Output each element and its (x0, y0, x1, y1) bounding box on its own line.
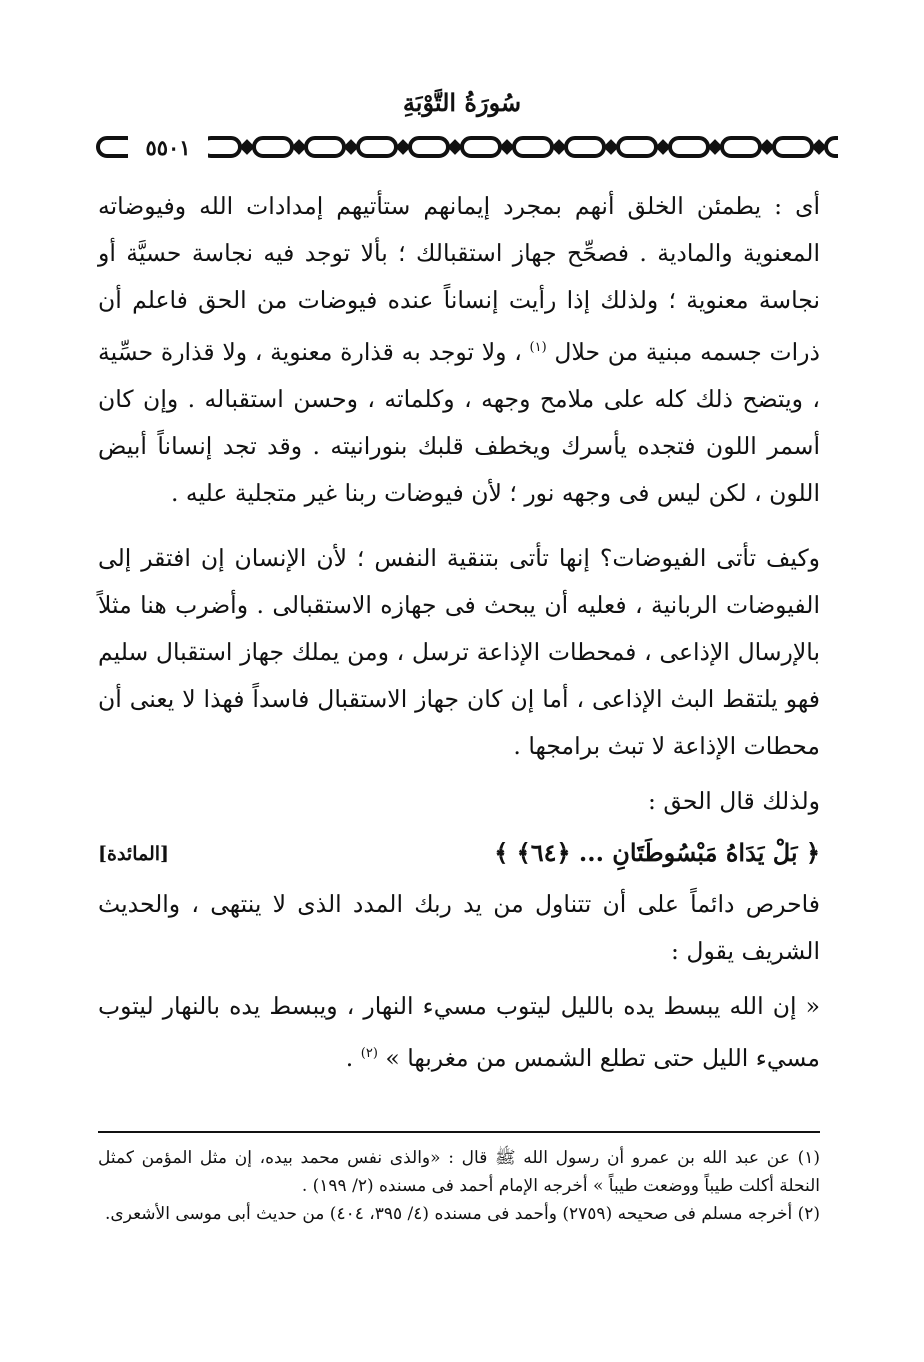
chain-diamond (554, 142, 564, 152)
chain-link (410, 138, 448, 156)
paragraph-2: وكيف تأتى الفيوضات؟ إنها تأتى بتنقية النفس ؛ لأن الإنسان إن افتقر إلى الفيوضات الربانية ، فعليه أن يبحث فى جهازه الاستقبالى . وأضرب هنا مثلاً بالإرسال الإذاعى ، فمحطات الإذاعة ترسل ، ومن يملك جهاز استقبال سليم فهو يلتقط البث الإذاعى ، أما إن كان جهاز الاستقبال فاسداً فهذا لا يعنى أن محطات الإذاعة لا تبث برامجها . (98, 543, 820, 760)
quran-quote (98, 829, 820, 881)
chain-diamond (346, 142, 356, 152)
chain-diamond (294, 142, 304, 152)
footnote-divider (98, 1131, 820, 1133)
main-text (98, 183, 820, 1082)
paragraph-1 (98, 183, 820, 517)
chain-link (358, 138, 396, 156)
footnote-ref-2: (٢) (360, 1045, 378, 1061)
chain-link (514, 138, 552, 156)
chain-diamond (814, 142, 824, 152)
chain-link (618, 138, 656, 156)
paragraph-4: فاحرص دائماً على أن تتناول من يد ربك المدد الذى لا ينتهى ، والحديث الشريف يقول : (98, 889, 820, 965)
hadith-end-mark: . (345, 1043, 354, 1072)
hadith-quote (98, 983, 820, 1082)
chain-link (566, 138, 604, 156)
paragraph-1-continuation: ، ولا توجد به قذارة معنوية ، ولا قذارة حسِّية ، ويتضح ذلك كله على ملامح وجهه ، وكلماته ، وحسن استقباله . وإن كان أسمر اللون فتجده يأسرك ويخطف قلبك بنورانيته . وقد تجد إنساناً أبيض اللون ، لكن ليس فى وجهه نور ؛ لأن فيوضات ربنا غير متجلية عليه . (98, 337, 820, 507)
quran-surah-reference: [المائدة] (98, 842, 170, 865)
page-number: ٥٥٠١ (128, 134, 208, 162)
chain-diamond (398, 142, 408, 152)
surah-title: سُورَةُ التَّوْبَةِ (402, 88, 522, 117)
chain-link (462, 138, 500, 156)
chain-link (774, 138, 812, 156)
chain-diamond (502, 142, 512, 152)
hadith-text: « إن الله يبسط يده بالليل ليتوب مسيء النهار ، ويبسط يده بالنهار ليتوب مسيء الليل حتى تطلع الشمس من مغربها » (98, 991, 820, 1072)
chain-diamond (450, 142, 460, 152)
chain-diamond (606, 142, 616, 152)
footnote-ref-1: (١) (529, 340, 547, 355)
footnote-1: (١) عن عبد الله بن عمرو أن رسول الله ﷺ قال : «والذى نفس محمد بيده، إن مثل المؤمن كمثل النحلة أكلت طيباً ووضعت طيباً » أخرجه الإمام أحمد فى مسنده (٢/ ١٩٩) . (98, 1148, 820, 1196)
footnote-2: (٢) أخرجه مسلم فى صحيحه (٢٧٥٩) وأحمد فى مسنده (٤/ ٣٩٥، ٤٠٤) من حديث أبى موسى الأشعرى. (105, 1204, 820, 1224)
chain-diamond (710, 142, 720, 152)
footnotes (98, 1144, 820, 1228)
chain-link (722, 138, 760, 156)
chain-diamond (762, 142, 772, 152)
paragraph-1-text: أى : يطمئن الخلق أنهم بمجرد إيمانهم ستأتيهم إمدادات الله وفيوضاته المعنوية والمادية . فصحِّح جهاز استقبالك ؛ بألا توجد فيه نجاسة حسيَّة أو نجاسة معنوية ؛ ولذلك إذا رأيت إنساناً عنده فيوضات من الحق فاعلم أن ذرات جسمه مبنية من حلال (98, 192, 820, 366)
quran-verse: ﴿ بَلْ يَدَاهُ مَبْسُوطَتَانِ ... ﴿٦٤﴾ ﴾ (494, 837, 820, 867)
chain-diamond (658, 142, 668, 152)
chain-link (826, 138, 838, 156)
chain-link (670, 138, 708, 156)
chain-link (306, 138, 344, 156)
chain-diamond (242, 142, 252, 152)
paragraph-3: ولذلك قال الحق : (647, 786, 820, 815)
chain-link (254, 138, 292, 156)
